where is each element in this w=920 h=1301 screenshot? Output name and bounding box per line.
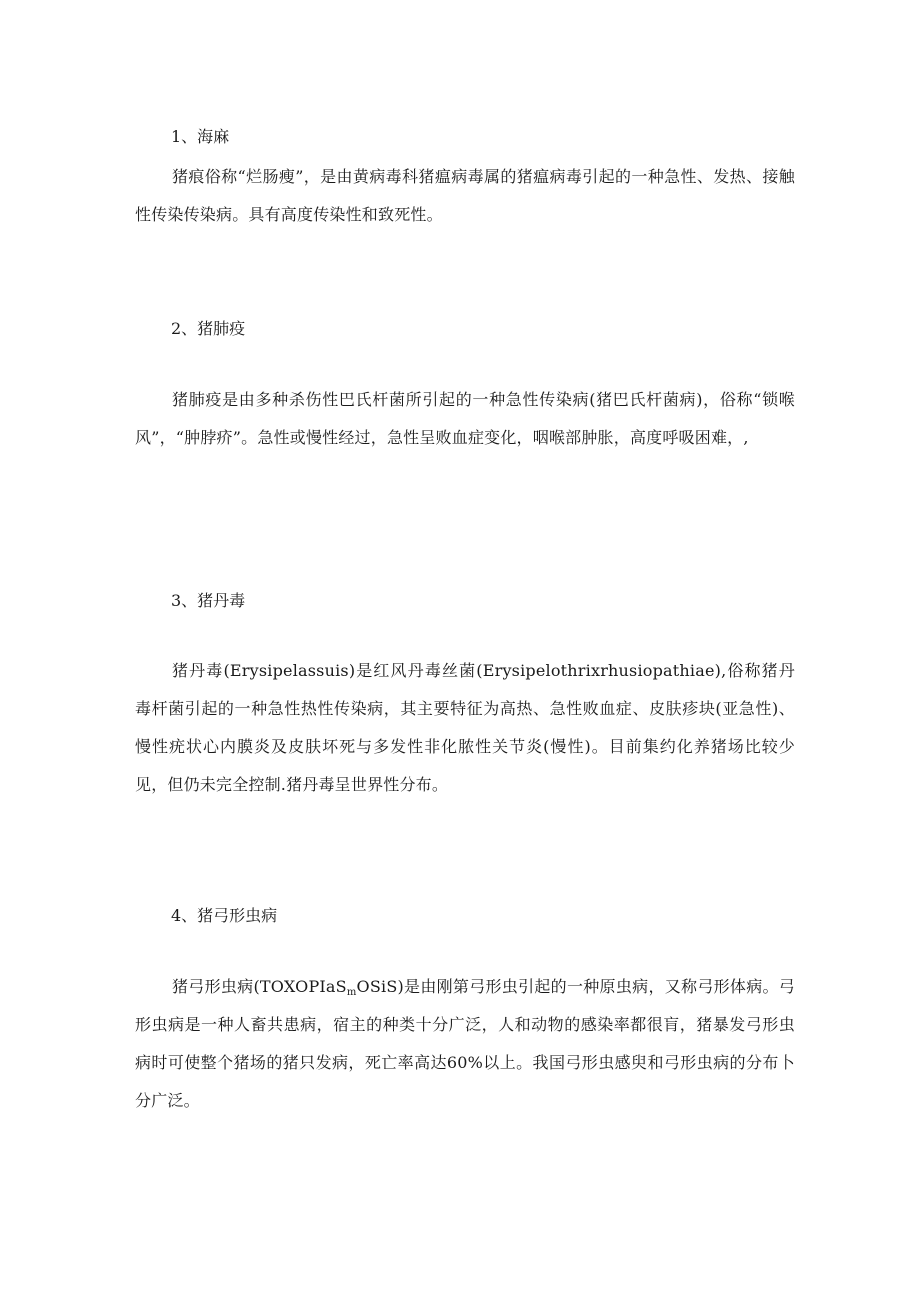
section-4-heading: 4、猪弓形虫病 [171,906,278,925]
section-3-heading: 3、猪丹毒 [171,591,246,610]
section-4-paragraph-end: OSiS)是由刚第弓形虫引起的一种原虫病，又称弓形体病。弓形虫病是一种人畜共患病，宿主的种类十分广泛，人和动物的感染率都很肓，猪暴发弓形虫病时可使整个猪场的猪只发病，死亡率高达60%以上。我国弓形虫感臾和弓形虫病的分布卜分广泛。 [135,977,795,1110]
section-4-paragraph-subscript: m [346,987,357,998]
section-4-paragraph-start: 猪弓形虫病(TOXOPIaS [172,977,347,996]
section-2-heading: 2、猪肺疫 [171,319,246,338]
section-2-paragraph: 猪肺疫是由多种杀伤性巴氏杆菌所引起的一种急性传染病(猪巴氏杆菌病)，俗称“锁喉风”，“肿脖疥”。急性或慢性经过，急性呈败血症变化，咽喉部肿胀，高度呼吸困难，, [135,390,795,447]
section-3-paragraph: 猪丹毒(Erysipelassuis)是红风丹毒丝菌(Erysipelothrixrhusiopathiae),俗称猪丹毒杆菌引起的一种急性热性传染病，其主要特征为高热、急性败血症、皮肤疹块(亚急性)、慢性疣状心内膜炎及皮肤坏死与多发性非化脓性关节炎(慢性)。目前集约化养猪场比较少见，但仍未完全控制.猪丹毒呈世界性分布。 [135,661,795,794]
section-1-paragraph: 猪痕俗称“烂肠瘦”，是由黄病毒科猪瘟病毒属的猪瘟病毒引起的一种急性、发热、接触性传染传染病。具有高度传染性和致死性。 [135,167,795,224]
section-4-paragraph [135,968,795,1120]
section-1-heading: 1、海麻 [171,127,230,146]
